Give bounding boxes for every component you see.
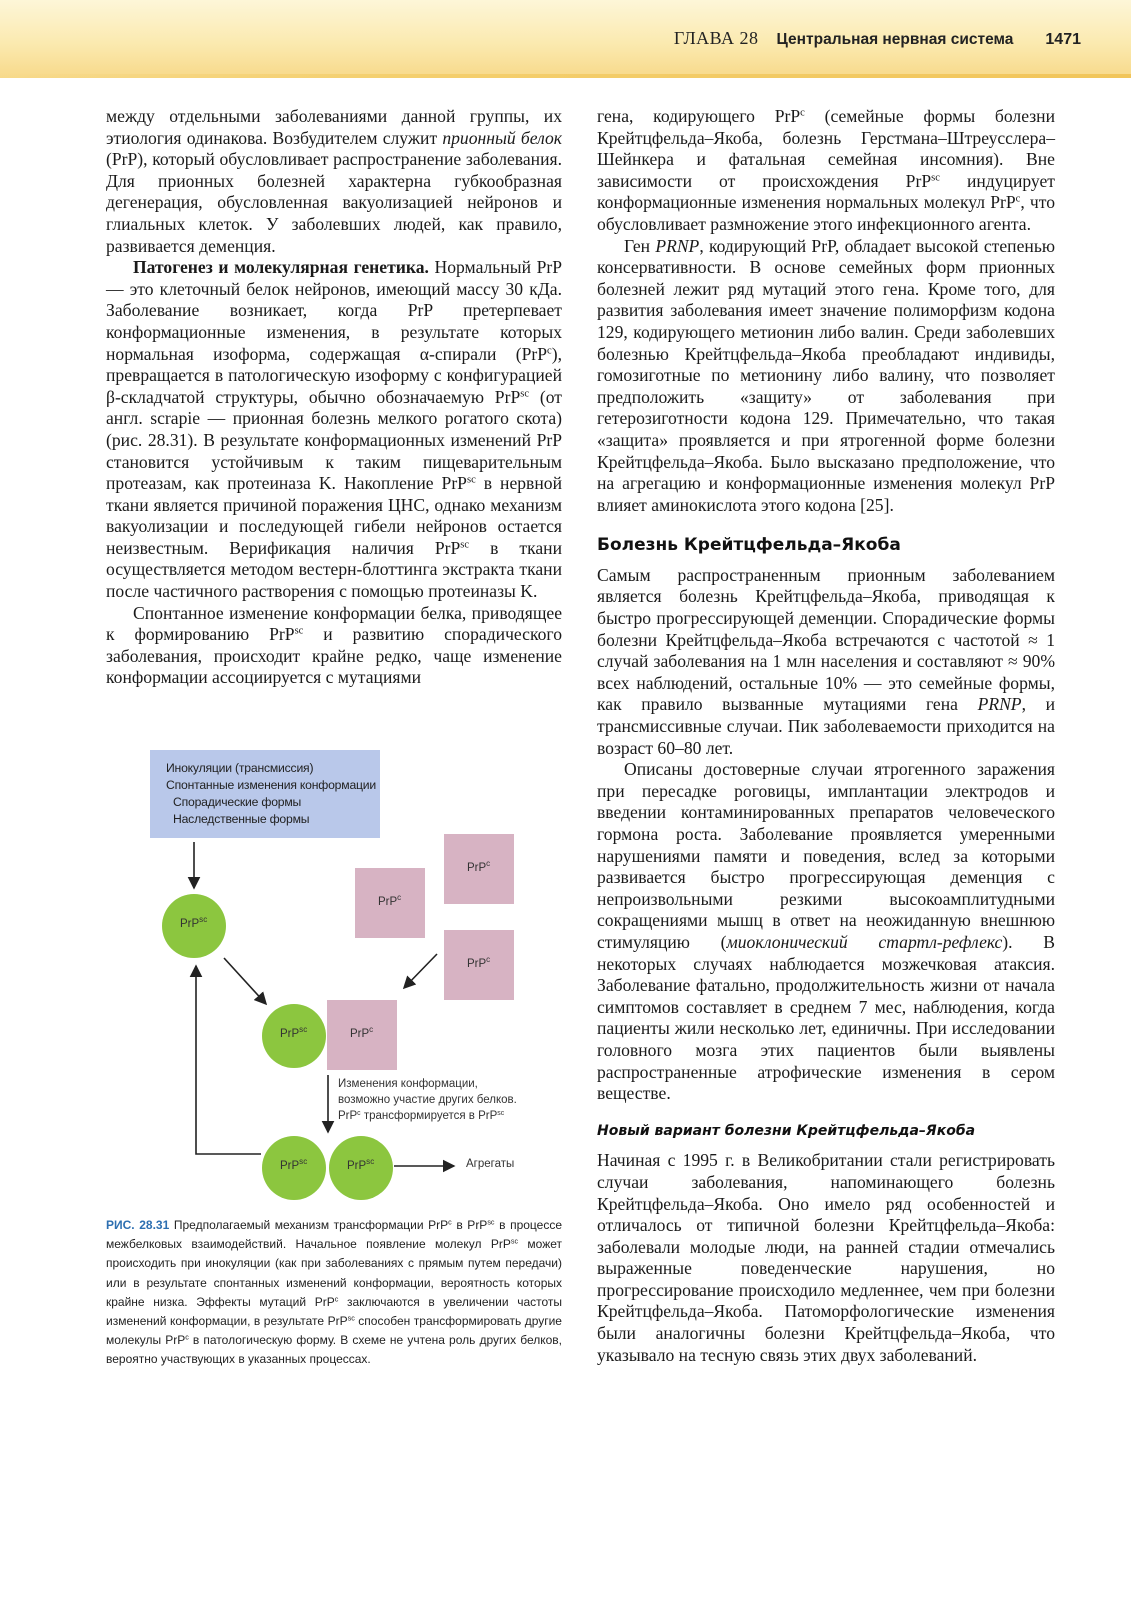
prpc-label: PrP$^c$ (467, 859, 491, 874)
prpsc-label: PrP$^{sc}$ (180, 915, 208, 930)
feedback-arrow (196, 966, 261, 1154)
prpc-label: PrP$^c$ (350, 1025, 374, 1040)
arrow (224, 958, 266, 1004)
chapter-title: Центральная нервная система (776, 31, 1014, 48)
mechanism-diagram (150, 750, 530, 1210)
prpsc-label: PrP$^{sc}$ (280, 1157, 308, 1172)
paragraph: Описаны достоверные случаи ятрогенного заражения при пересадке роговицы, имплантации электродов и введении контаминированных препаратов человеческого гормона роста. Заболевание проявляется умеренными нарушениями памяти и поведения, вслед за которыми развивается быстро прогрессирующая деменция с непроизвольными резкими высокоамплитудными сокращениями мышц в ответ на неожиданную внешнюю стимуляцию (миоклонический стартл-рефлекс). В некоторых случаях наблюдается мозжечковая атаксия. Заболевание фатально, продолжительность жизни от начала симптомов составляет в среднем 7 мес, наблюдения, когда пациенты жили несколько лет, единичны. При исследовании головного мозга этих пациентов были выявлены распространенные атрофические изменения в сером веществе. (597, 759, 1055, 1104)
prpsc-label: PrP$^{sc}$ (347, 1157, 375, 1172)
paragraph: Начиная с 1995 г. в Великобритании стали регистрировать случаи заболевания, напоминающего болезнь Крейтцфельда–Якоба. Оно имело ряд особенностей и отличалось от типичной болезни Крейтцфельда–Якоба: заболевали молодые люди, на ранней стадии отмечались выраженные поведенческие нарушения, но прогрессирование происходило медленнее, чем при болезни Крейтцфельда–Якоба. Патоморфологические изменения были аналогичны болезни Крейтцфельда–Якоба, что указывало на тесную связь этих двух заболеваний. (597, 1150, 1055, 1365)
figure-28-31 (150, 750, 530, 1210)
caption-number: РИС. 28.31 (106, 1218, 170, 1232)
section-heading: Болезнь Крейтцфельда–Якоба (597, 535, 901, 556)
paragraph-heading: Патогенез и молекулярная генетика. (133, 257, 429, 278)
chapter-label: ГЛАВА 28 (673, 28, 759, 48)
prpc-label: PrP$^c$ (467, 955, 491, 970)
page-number: 1471 (1045, 31, 1081, 48)
paragraph: Ген PRNP, кодирующий PrP, обладает высокой степенью консервативности. В основе семейных форм прионных болезней лежит ряд мутаций этого гена. Кроме того, для развития заболевания имеет значение полиморфизм кодона 129, кодирующего метионин либо валин. Среди заболевших болезнью Крейтцфельда–Якоба преобладают индивиды, гомозиготные по метионину либо валину, что позволяет предположить «защиту» от заболевания при гетерозиготности кодона 129. Примечательно, что такая «защита» проявляется и при ятрогенной форме болезни Крейтцфельда–Якоба. Было высказано предположение, что на агрегацию и конформационные изменения молекул PrP влияет аминокислота этого кодона [25]. (597, 235, 1055, 515)
left-column (106, 106, 562, 689)
prpsc-label: PrP$^{sc}$ (280, 1025, 308, 1040)
paragraph: Спонтанное изменение конформации белка, приводящее к формированию PrP$^{sc}$ и развитию спорадического заболевания, происходит крайне редко, чаще изменение конформации ассоциируется с мутациями (106, 602, 562, 688)
box-line: Спорадические формы (173, 795, 302, 809)
aggregates-label: Агрегаты (466, 1158, 515, 1170)
paragraph: между отдельными заболеваниями данной группы, их этиология одинакова. Возбудителем служит прионный белок (PrP), который обусловливает распространение заболевания. Для прионных болезней характерна губкообразная дегенерация, обусловленная вакуолизацией нейронов и глиальных клеток. У заболевших людей, как правило, развивается деменция. (106, 106, 562, 256)
figure-caption: РИС. 28.31 Предполагаемый механизм трансформации PrP$^c$ в PrP$^{sc}$ в процессе межбелковых взаимодействий. Начальное появление молекул PrP$^{sc}$ может происходить при инокуляции (как при заболеваниях с прямым путем передачи) или в результате спонтанных изменений конформации, вероятность которых крайне низка. Эффекты мутаций PrP$^c$ заключаются в увеличении частоты изменений конформации, в результате PrP$^{sc}$ способен трансформировать другие молекулы PrP$^c$ в патологическую форму. В схеме не учтена роль других белков, вероятно участвующих в указанных процессах. (106, 1217, 563, 1367)
paragraph-pathogenesis: Патогенез и молекулярная генетика. Нормальный PrP — это клеточный белок нейронов, имеющий массу 30 кДа. Заболевание возникает, когда PrP претерпевает конформационные изменения, в результате которых нормальная изоформа, содержащая α-спирали (PrP$^c$), превращается в патологическую изоформу с конфигурацией β-складчатой структуры, обычно обозначаемую PrP$^{sc}$ (от англ. scrapie — прионная болезнь мелкого рогатого скота) (рис. 28.31). В результате конформационных изменений PrP становится устойчивым к таким пищеварительным протеазам, как протеиназа K. Накопление PrP$^{sc}$ в нервной ткани является причиной поражения ЦНС, однако механизм вакуолизации и последующей гибели нейронов остается неизвестным. Верификация наличия PrP$^{sc}$ в ткани осуществляется методом вестерн-блоттинга экстракта ткани после частичного растворения с помощью протеиназы K. (106, 257, 562, 602)
box-line: Спонтанные изменения конформации (166, 778, 377, 792)
prpc-label: PrP$^c$ (378, 893, 402, 908)
paragraph: Самым распространенным прионным заболеванием является болезнь Крейтцфельда–Якоба, приводящая к быстро прогрессирующей деменции. Спорадические формы болезни Крейтцфельда–Якоба встречаются с частотой ≈ 1 случай заболевания на 1 млн населения и составляют ≈ 90% всех наблюдений, остальные 10% — это семейные формы, как правило вызванные мутациями гена PRNP, и трансмиссивные случаи. Пик заболеваемости приходится на возраст 60–80 лет. (597, 564, 1055, 758)
running-head (674, 28, 1081, 56)
box-line: Инокуляции (трансмиссия) (166, 761, 314, 775)
subsection-heading: Новый вариант болезни Крейтцфельда–Якоба (597, 1122, 976, 1139)
box-line: Наследственные формы (173, 812, 310, 826)
arrow (404, 954, 437, 988)
right-column (597, 106, 1055, 1366)
conformation-note: Изменения конформации, возможно участие других белков. PrP$^c$ трансформируется в PrP$^{sc}$ (338, 1078, 517, 1122)
paragraph: гена, кодирующего PrP$^c$ (семейные формы болезни Крейтцфельда–Якоба, болезнь Герстмана–Штреусслера–Шейнкера и фатальная семейная инсомния). Вне зависимости от происхождения PrP$^{sc}$ индуцирует конформационные изменения нормальных молекул PrP$^c$, что обусловливает размножение этого инфекционного агента. (597, 106, 1056, 234)
